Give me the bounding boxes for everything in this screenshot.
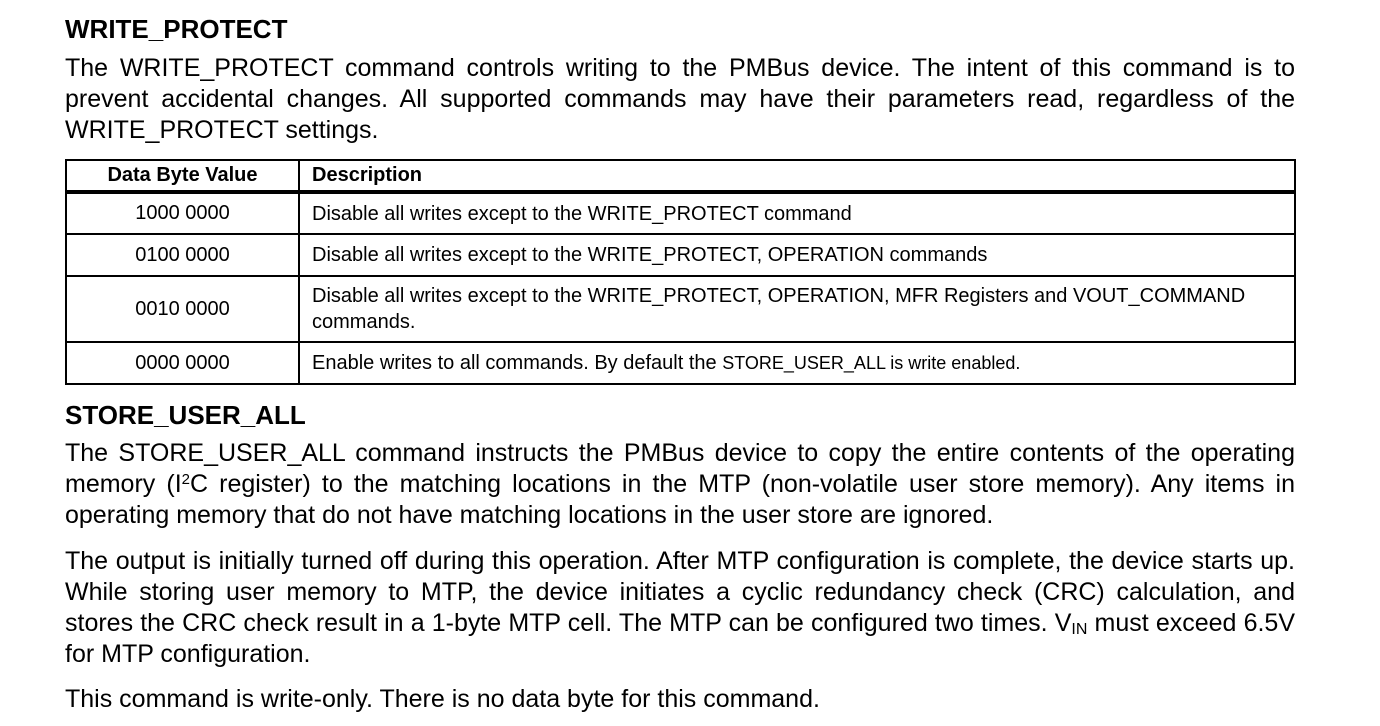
section-heading-store-user-all: STORE_USER_ALL: [65, 400, 306, 430]
description-text-small: STORE_USER_ALL is write enabled.: [722, 353, 1021, 373]
column-header-description: Description: [299, 160, 1295, 192]
store-user-all-paragraph-1: [65, 438, 1295, 531]
superscript-text: 2: [181, 471, 190, 488]
table-row: [66, 192, 1295, 234]
data-byte-value-cell: 1000 0000: [66, 192, 299, 234]
description-cell: Disable all writes except to the WRITE_PROTECT, OPERATION, MFR Registers and VOUT_COMMAND commands.: [299, 276, 1295, 342]
write-protect-intro: The WRITE_PROTECT command controls writing to the PMBus device. The intent of this command is to prevent accidental changes. All supported commands may have their parameters read, regardless of the WRITE_PROTECT settings.: [65, 54, 1295, 144]
data-byte-value-cell: 0100 0000: [66, 234, 299, 276]
store-user-all-paragraph-3: This command is write-only. There is no data byte for this command.: [65, 685, 820, 713]
data-byte-value-cell: 0010 0000: [66, 276, 299, 342]
description-cell: Disable all writes except to the WRITE_PROTECT command: [299, 192, 1295, 234]
paragraph-text: The STORE_USER_ALL command instructs the PMBus device to copy the entire contents of the operating memory (I: [65, 439, 1295, 498]
section-heading-write-protect: WRITE_PROTECT: [65, 14, 288, 44]
subscript-text: IN: [1071, 621, 1088, 638]
description-cell: [299, 342, 1295, 384]
paragraph-text: C register) to the matching locations in the MTP (non-volatile user store memory). Any items in operating memory that do not have matching locations in the user store are ignored.: [65, 470, 1295, 529]
description-text: Enable writes to all commands. By default the: [312, 352, 723, 374]
column-header-data-byte-value: Data Byte Value: [66, 160, 299, 192]
write-protect-table: [65, 159, 1296, 385]
paragraph-text: must exceed 6.5V for MTP configuration.: [65, 609, 1295, 668]
paragraph-text: The output is initially turned off during this operation. After MTP configuration is complete, the device starts up. While storing user memory to MTP, the device initiates a cyclic redundancy check (CRC) calculation, and stores the CRC check result in a 1-byte MTP cell. The MTP can be configured two times. V: [65, 547, 1295, 637]
table-header-row: [66, 160, 1295, 192]
data-byte-value-cell: 0000 0000: [66, 342, 299, 384]
description-cell: Disable all writes except to the WRITE_PROTECT, OPERATION commands: [299, 234, 1295, 276]
table-row: [66, 234, 1295, 276]
table-row: [66, 276, 1295, 342]
table-row: [66, 342, 1295, 384]
store-user-all-paragraph-2: [65, 546, 1295, 670]
